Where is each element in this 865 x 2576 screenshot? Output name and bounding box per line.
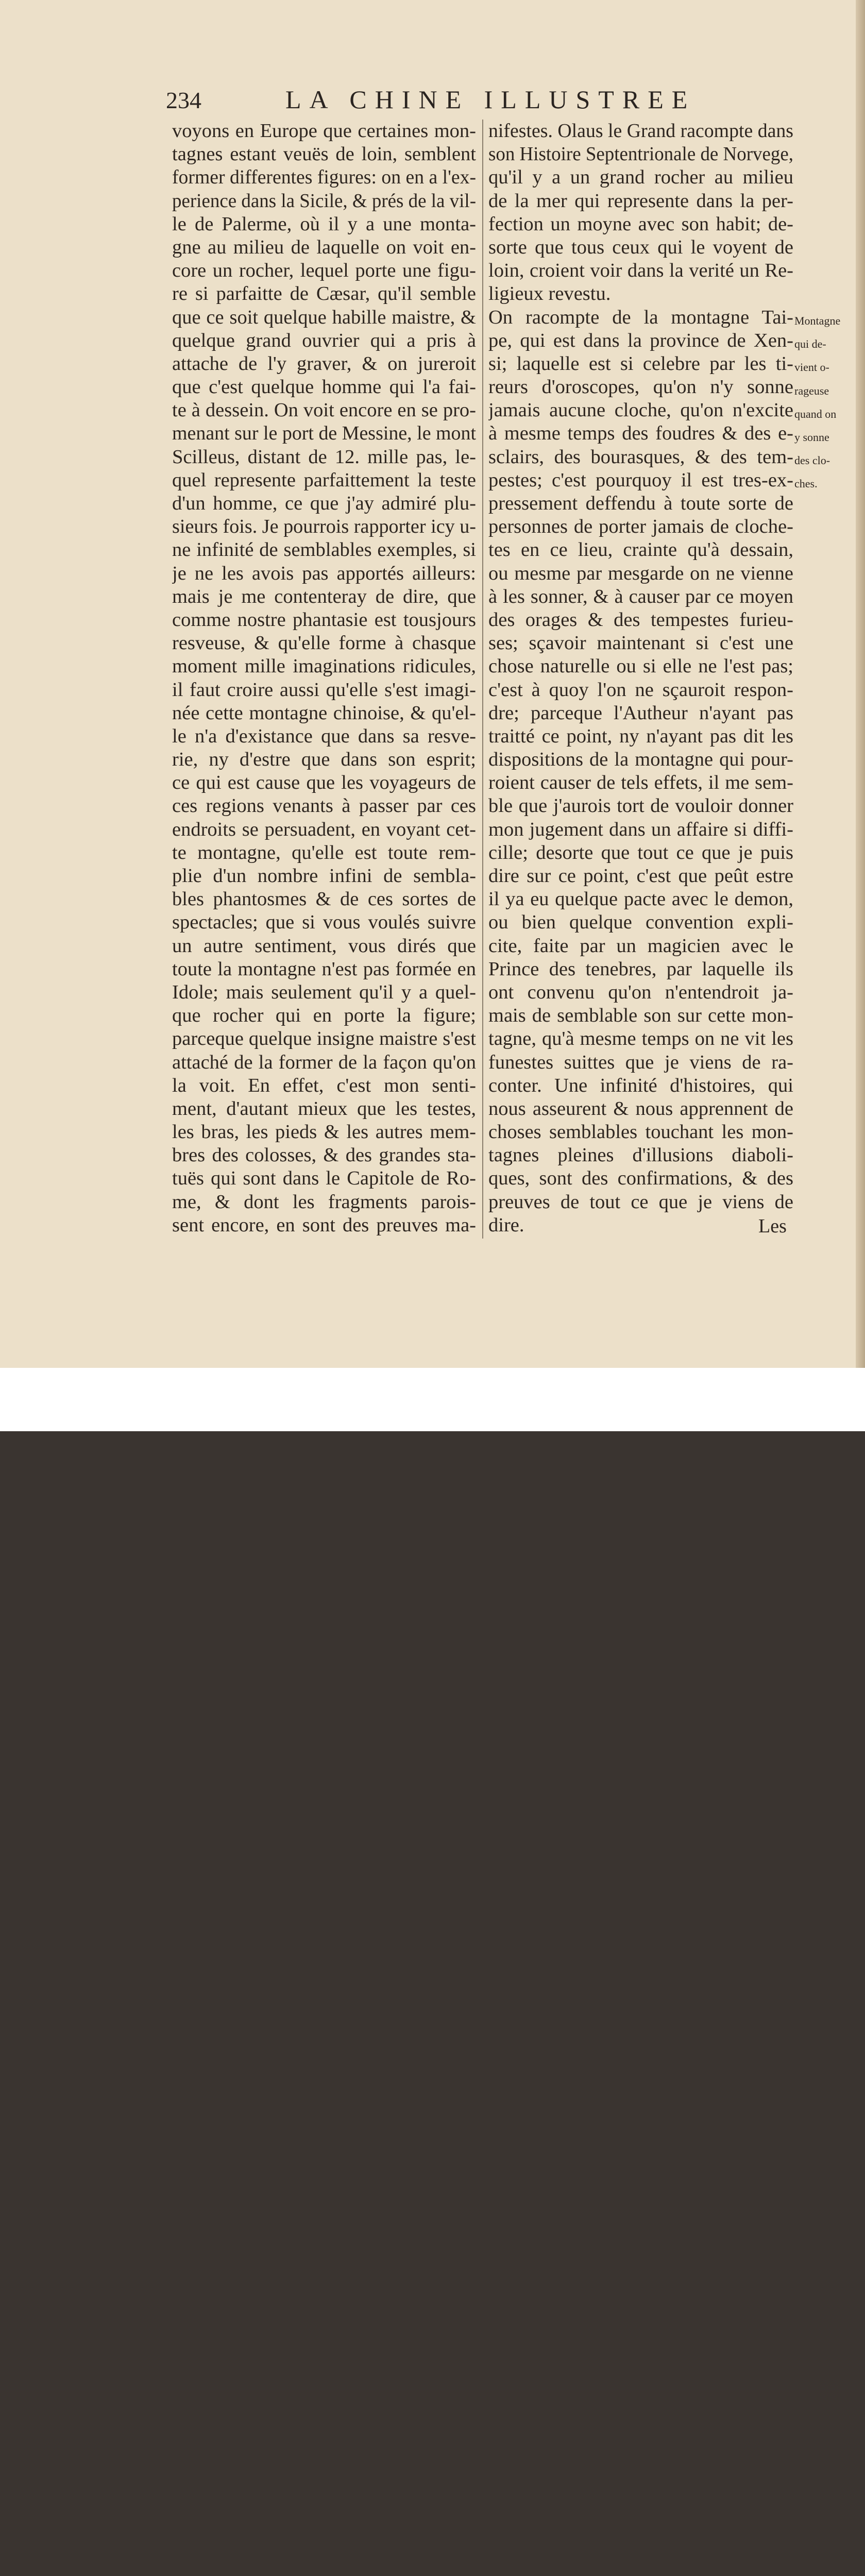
text-line: personnes de porter jamais de cloche-: [488, 516, 793, 538]
text-line: menant sur le port de Messine, le mont: [172, 422, 476, 445]
text-line: si; laquelle est si celebre par les ti-: [488, 352, 793, 375]
text-line: à mesme temps des foudres & des e-: [488, 422, 793, 445]
text-line: à les sonner, & à causer par ce moyen: [488, 585, 793, 607]
text-line: un autre sentiment, vous dirés que: [172, 935, 476, 957]
text-line: sent encore, en sont des preuves ma-: [172, 1214, 476, 1236]
text-line: je ne les avois pas apportés ailleurs:: [172, 562, 476, 584]
text-line: ces regions venants à passer par ces: [172, 795, 476, 817]
text-line: reurs d'oroscopes, qu'on n'y sonne: [488, 376, 793, 398]
text-line: roient causer de tels effets, il me sem-: [488, 772, 793, 794]
text-line: pressement deffendu à toute sorte de: [488, 493, 793, 514]
text-line: te montagne, qu'elle est toute rem-: [172, 841, 476, 863]
text-line: parceque quelque insigne maistre s'est: [172, 1028, 476, 1050]
text-line: née cette montagne chinoise, & qu'el-: [172, 702, 476, 724]
text-line: que c'est quelque homme qui l'a fai-: [172, 376, 476, 398]
text-line: loin, croient voir dans la verité un Re-: [488, 260, 793, 282]
text-line: ont convenu qu'on n'entendroit ja-: [488, 981, 793, 1003]
text-line: tes en ce lieu, crainte qu'à dessain,: [488, 539, 793, 561]
text-line: tuës qui sont dans le Capitole de Ro-: [172, 1167, 476, 1190]
text-line: que ce soit quelque habille maistre, &: [172, 306, 476, 328]
text-line: ble que j'aurois tort de vouloir donner: [488, 795, 793, 817]
page-number: 234: [166, 87, 201, 113]
marginal-note: [794, 309, 846, 496]
text-line: sieurs fois. Je pourrois rapporter icy u-: [172, 516, 476, 538]
text-line: le de Palerme, où il y a une monta-: [172, 213, 476, 235]
text-line: tagnes pleines d'illusions diaboli-: [488, 1144, 793, 1166]
text-line: il faut croire aussi qu'elle s'est imagi-: [172, 679, 476, 701]
text-line: resveuse, & qu'elle forme à chasque: [172, 632, 476, 654]
text-line: dre; parceque l'Autheur n'ayant pas: [488, 702, 793, 724]
text-line: mon jugement dans un affaire si diffi-: [488, 818, 793, 840]
text-line: quel represente parfaittement la teste: [172, 469, 476, 491]
text-line: les bras, les pieds & les autres mem-: [172, 1121, 476, 1143]
text-line: de la mer qui represente dans la per-: [488, 190, 793, 212]
text-line: attaché de la former de la façon qu'on: [172, 1051, 476, 1073]
text-line: ce qui est cause que les voyageurs de: [172, 772, 476, 794]
text-line: pestes; c'est pourquoy il est tres-ex-: [488, 469, 793, 491]
catchword: Les: [758, 1215, 787, 1237]
text-line: dispositions de la montagne qui pour-: [488, 749, 793, 771]
text-line: former differentes figures: on en a l'ex-: [172, 166, 476, 189]
text-line: Scilleus, distant de 12. mille pas, le-: [172, 446, 476, 468]
text-line: funestes suittes que je viens de ra-: [488, 1051, 793, 1073]
text-line: tagne, qu'à mesme temps on ne vit les: [488, 1028, 793, 1050]
page-header: [166, 82, 696, 118]
text-line: moment mille imaginations ridicules,: [172, 655, 476, 677]
text-line: bres des colosses, & des grandes sta-: [172, 1144, 476, 1166]
margin-note-line: ches.: [794, 477, 818, 490]
text-line: dire sur ce point, c'est que peût estre: [488, 865, 793, 887]
margin-note-line: quand on: [794, 407, 837, 420]
text-line: endroits se persuadent, en voyant cet-: [172, 818, 476, 840]
text-line: conter. Une infinité d'histoires, qui: [488, 1074, 793, 1096]
page-edge: [856, 0, 865, 1368]
margin-note-line: rageuse: [794, 384, 829, 397]
text-line: d'un homme, ce que j'ay admiré plu-: [172, 493, 476, 514]
text-line: attache de l'y graver, & on jureroit: [172, 352, 476, 375]
text-line: sclairs, des bourasques, & des tem-: [488, 446, 793, 468]
text-line: son Histoire Septentrionale de Norvege,: [488, 143, 793, 165]
text-line: pe, qui est dans la province de Xen-: [488, 329, 793, 351]
margin-note-line: des clo-: [794, 454, 830, 467]
text-line: bles phantosmes & de ces sortes de: [172, 888, 476, 910]
text-line: qu'il y a un grand rocher au milieu: [488, 166, 793, 189]
margin-note-line: vient o-: [794, 361, 829, 374]
margin-note-line: qui de-: [794, 337, 826, 351]
text-line: te à dessein. On voit encore en se pro-: [172, 399, 476, 421]
text-line: toute la montagne n'est pas formée en: [172, 958, 476, 980]
text-line: jamais aucune cloche, qu'on n'excite: [488, 399, 793, 421]
text-line: plie d'un nombre infini de sembla-: [172, 865, 476, 887]
text-line: cille; desorte que tout ce que je puis: [488, 841, 793, 863]
text-line: comme nostre phantasie est tousjours: [172, 608, 476, 631]
viewer-footer: [0, 1368, 865, 1431]
text-line: la voit. En effet, c'est mon senti-: [172, 1074, 476, 1096]
text-line: Idole; mais seulement qu'il y a quel-: [172, 981, 476, 1003]
text-line: On racompte de la montagne Tai-: [488, 306, 793, 328]
text-line: il ya eu quelque pacte avec le demon,: [488, 888, 793, 910]
right-text-column: [488, 120, 793, 1237]
text-line: spectacles; que si vous voulés suivre: [172, 911, 476, 934]
text-line: voyons en Europe que certaines mon-: [172, 120, 476, 142]
text-line: perience dans la Sicile, & prés de la vil-: [172, 190, 476, 212]
text-line: traitté ce point, ny n'ayant pas dit les: [488, 725, 793, 747]
text-line: gne au milieu de laquelle on voit en-: [172, 236, 476, 258]
left-text-column: [172, 120, 476, 1237]
text-line: quelque grand ouvrier qui a pris à: [172, 329, 476, 351]
text-line: tagnes estant veuës de loin, semblent: [172, 143, 476, 165]
margin-note-line: y sonne: [794, 430, 829, 444]
text-line: des orages & des tempestes furieu-: [488, 608, 793, 631]
text-line: mais je me contenteray de dire, que: [172, 585, 476, 607]
margin-note-line: Montagne: [794, 314, 841, 327]
text-line: ques, sont des confirmations, & des: [488, 1167, 793, 1190]
text-line: ou mesme par mesgarde on ne vienne: [488, 562, 793, 584]
text-line: cite, faite par un magicien avec le: [488, 935, 793, 957]
text-line: que rocher qui en porte la figure;: [172, 1005, 476, 1027]
text-line: dire.: [488, 1214, 524, 1236]
text-line: Prince des tenebres, par laquelle ils: [488, 958, 793, 980]
text-line: ses; sçavoir maintenant si c'est une: [488, 632, 793, 654]
text-line: re si parfaitte de Cæsar, qu'il semble: [172, 283, 476, 305]
text-line: rie, ny d'estre que dans son esprit;: [172, 749, 476, 771]
text-line: core un rocher, lequel porte une figu-: [172, 260, 476, 282]
text-line: ou bien quelque convention expli-: [488, 911, 793, 934]
text-line: chose naturelle ou si elle ne l'est pas;: [488, 655, 793, 677]
text-line: c'est à quoy l'on ne sçauroit respon-: [488, 679, 793, 701]
text-line: preuves de tout ce que je viens de: [488, 1191, 793, 1213]
text-line: nifestes. Olaus le Grand racompte dans: [488, 120, 793, 142]
text-line: me, & dont les fragments parois-: [172, 1191, 476, 1213]
text-line: fection un moyne avec son habit; de-: [488, 213, 793, 235]
running-title: LA CHINE ILLUSTREE: [285, 85, 696, 114]
text-line: nous asseurent & nous apprennent de: [488, 1097, 793, 1120]
text-line: ne infinité de semblables exemples, si: [172, 539, 476, 561]
text-line: choses semblables touchant les mon-: [488, 1121, 793, 1143]
column-divider: [482, 120, 483, 1239]
text-line: sorte que tous ceux qui le voyent de: [488, 236, 793, 258]
text-line: mais de semblable son sur cette mon-: [488, 1005, 793, 1027]
text-line: ment, d'autant mieux que les testes,: [172, 1097, 476, 1120]
text-line: ligieux revestu.: [488, 283, 611, 305]
text-line: le n'a d'existance que dans sa resve-: [172, 725, 476, 747]
